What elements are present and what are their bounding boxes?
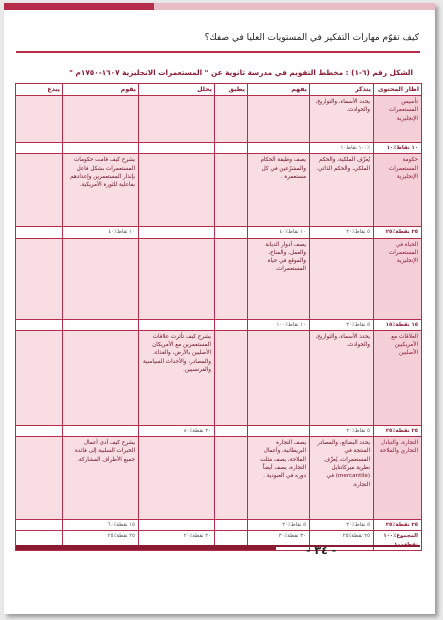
table-row	[16, 96, 422, 143]
table-cell: يصف التجارة البريطانية، وأعمال الملاحة، يصف مثلث التجارة، يصف أيضاً دوره في العبودية .	[248, 437, 310, 520]
figure-caption: الشكل رقم (٦-١) : مخطط التقويم في مدرسة ثانوية عن " المستعمرات الانجليزية ١٦٠٧-١٧٥٠م "	[69, 68, 413, 77]
table-cell: ١٠ نقاط٪٤٠	[248, 227, 310, 238]
column-header: يقوم	[63, 84, 139, 96]
table-cell	[139, 238, 215, 319]
footer-bar	[16, 545, 276, 550]
table-cell: يشرح كيف قامت حكومات المستعمرات بشكل فاعل بإنذار المستعمرين وإعدادهم بفاعلية للثورة الأمريكية.	[63, 154, 139, 227]
page-heading: كيف تقوّم مهارات التفكير في المستويات العليا في صفك؟	[204, 33, 419, 43]
table-cell: الحياة في المستعمرات الإنجليزية	[374, 238, 422, 319]
table-cell: ٥ نقاط٪٢٠	[310, 520, 374, 531]
table-header-row	[16, 84, 422, 96]
table-cell: ٥ نقاط٪٢٠	[310, 425, 374, 436]
assessment-table	[15, 83, 422, 551]
table-cell	[215, 238, 248, 319]
table-cell: ٢٠ نقطة٪٨٠	[139, 425, 215, 436]
column-header: يتذكر	[310, 84, 374, 96]
table-cell: تأسيس المستعمرات الإنجليزية	[374, 96, 422, 143]
table-cell: ١٠ نقاط٪١٠	[374, 143, 422, 154]
table-cell	[139, 154, 215, 227]
table-cell	[63, 96, 139, 143]
table-cell: ٢٠ نقطة٪٢٠	[139, 531, 215, 551]
top-bar-light-segment	[154, 3, 435, 10]
top-color-bar	[4, 3, 435, 10]
table-cell	[215, 425, 248, 436]
table-cell: ٢٥ نقطة٪٢٥	[63, 531, 139, 551]
table-cell	[215, 319, 248, 330]
table-cell: ٢٥ نقطة٪٢٥	[374, 520, 422, 531]
table-cell	[215, 96, 248, 143]
table-cell	[16, 425, 63, 436]
table-cell: ٥ نقاط٪٢٠	[310, 319, 374, 330]
table-cell	[215, 437, 248, 520]
table-cell: ٥ نقاط٪٢٠	[248, 520, 310, 531]
heading-rule	[16, 51, 420, 53]
table-cell	[248, 425, 310, 436]
table-cell	[215, 143, 248, 154]
table-cell: يُعرِّف الملكية، والحكم الملكي، والحكم الذاتي.	[310, 154, 374, 227]
table-cell	[63, 319, 139, 330]
column-header: اطار المحتوى	[374, 84, 422, 96]
table-cell	[16, 319, 63, 330]
table-cell: ٢٥ نقطة٪٢٥	[374, 425, 422, 436]
book-page	[4, 3, 435, 614]
table-cell: ١٥ نقطة٪٦٠	[63, 520, 139, 531]
score-row	[16, 520, 422, 531]
table-row	[16, 437, 422, 520]
table-cell	[139, 143, 215, 154]
table-cell: التجارة، والتبادل التجاري والملاحة	[374, 437, 422, 520]
table-cell	[16, 143, 63, 154]
assessment-table-wrapper	[15, 83, 421, 551]
table-cell	[63, 143, 139, 154]
table-cell: ١٥ نقطة٪١٥	[374, 319, 422, 330]
table-cell	[16, 227, 63, 238]
table-cell: ٥ نقاط٪٢٠	[310, 227, 374, 238]
table-cell	[16, 154, 63, 227]
score-row	[16, 143, 422, 154]
table-cell	[139, 96, 215, 143]
table-cell	[16, 96, 63, 143]
table-cell: ١٠ نقاط٪١٠٠	[248, 319, 310, 330]
table-row	[16, 154, 422, 227]
table-cell: يصف وظيفة الحكام والمشرّعين في كل مستعمرة .	[248, 154, 310, 227]
table-cell: يصف أدوار الديانة والعمل، والمناخ، والموقع في حياة المستعمرات.	[248, 238, 310, 319]
table-cell	[63, 238, 139, 319]
table-cell: ١٠ نقاط٪٤٠	[63, 227, 139, 238]
table-cell	[63, 330, 139, 425]
table-cell	[63, 425, 139, 436]
table-row	[16, 330, 422, 425]
table-cell	[248, 96, 310, 143]
table-cell	[215, 520, 248, 531]
column-header: يبدع	[16, 84, 63, 96]
table-cell: العلاقات مع الأمريكيين الأصليين	[374, 330, 422, 425]
table-cell: المجموع٪١٠٠	[374, 531, 422, 551]
table-cell: يشرح كيف تأثرت علاقات المستعمرين مع الأمريكان الأصليين بالأرض، والغذاء، والمصادر، والأحداث السياسية والفرنسيين.	[139, 330, 215, 425]
table-cell	[248, 143, 310, 154]
table-cell	[16, 330, 63, 425]
table-cell: ٪١٠٠ نقاط١٠	[310, 143, 374, 154]
table-cell: حكومة المستعمرات الإنجليزية	[374, 154, 422, 227]
table-cell: يحدد الأسماء، والتواريخ، والحوادث.	[310, 330, 374, 425]
table-cell	[215, 154, 248, 227]
table-cell: ٣٠ نقطة٪٣٠	[248, 531, 310, 551]
table-cell	[215, 330, 248, 425]
table-cell: ٢٥ نقطة٪٢٥	[374, 227, 422, 238]
table-body	[16, 96, 422, 551]
column-header: يحلل	[139, 84, 215, 96]
score-row	[16, 425, 422, 436]
table-cell: ٢٥ نقطة٪٢٥	[310, 531, 374, 551]
table-row	[16, 238, 422, 319]
table-cell	[215, 227, 248, 238]
table-cell	[139, 437, 215, 520]
table-cell	[310, 238, 374, 319]
score-row	[16, 227, 422, 238]
table-cell: يشرح كيف أدى أعمال الخبرات السلبية إلى فائدة جميع الأطراف المشاركة.	[63, 437, 139, 520]
column-header: يطبق	[215, 84, 248, 96]
table-cell	[139, 227, 215, 238]
score-row	[16, 319, 422, 330]
table-cell: يحدد البضائع، والمصادر المنتجة في المستعمرات، يُعرِّف نظرية ميركانتايل (mercantile) في التجارة.	[310, 437, 374, 520]
table-cell	[248, 330, 310, 425]
table-cell	[139, 319, 215, 330]
table-cell	[16, 520, 63, 531]
table-cell	[139, 520, 215, 531]
table-cell: يحدد الأسماء، والتواريخ، والحوادث.	[310, 96, 374, 143]
page-number: - ٣٤ -	[306, 544, 337, 557]
column-header: يفهم	[248, 84, 310, 96]
table-cell	[16, 437, 63, 520]
table-cell	[16, 238, 63, 319]
